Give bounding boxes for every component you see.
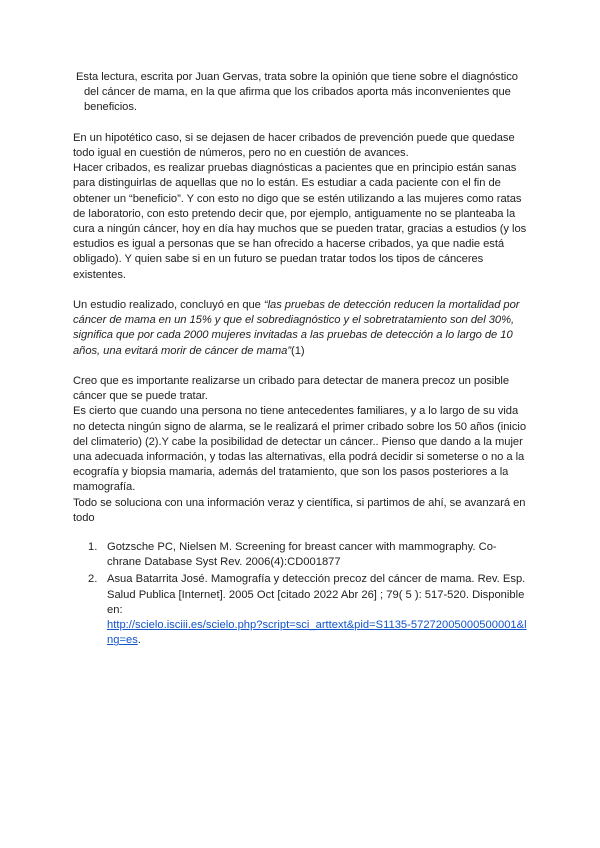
reference-number: 1. [88,541,98,553]
reference-item [88,572,528,648]
paragraph-conclusion: Todo se soluciona con una información veraz y científica, si partimos de ahí, se avanzará en todo [73,496,526,524]
paragraph-spacer [73,116,533,131]
reference-item [88,540,528,570]
paragraph-hypothetical-case: En un hipotético caso, si se dejasen de hacer cribados de prevención puede que quedase todo igual en cuestión de números, pero no en cuestión de avances. [73,131,515,159]
paragraph-opinion: Creo que es importante realizarse un cribado para detectar de manera precoz un posible cáncer que se puede tratar. [73,375,509,403]
paragraph-screening-definition: Hacer cribados, es realizar pruebas diagnósticas a pacientes que en principio están sanas para distinguirlas de aquellas que no lo están. Es estudiar a cada paciente con el fin de obtener un “beneficio”. Y con esto no digo que se estén utilizando a las mujeres como ratas de laboratorio, con esto pretendo decir que, por ejemplo, antiguamente no se planteaba la cura a ningún cáncer, hoy en día hay muchos que se pueden tratar, gracias a estudios (y los estudios es igual a personas que se han ofrecido a hacerse cribados, ya que nadie está obligado). Y quien sabe si en un futuro se puedan tratar todos los tipos de cánceres existentes. [73,162,527,281]
paragraph-spacer [73,359,533,374]
reference-text: Asua Batarrita José. Mamografía y detección precoz del cáncer de mama. Rev. Esp. Salud Publica [Internet]. 2005 Oct [citado 2022 Abr 26] ; 79( 5 ): 517-520. Disponible en: [107,573,526,616]
reference-text: Gotzsche PC, Nielsen M. Screening for breast cancer with mammography. Co-chrane Database Syst Rev. 2006(4):CD001877 [107,541,497,569]
reference-link[interactable]: http://scielo.isciii.es/scielo.php?script=sci_arttext&pid=S1135-57272005000500001&lng=es [107,619,527,647]
intro-paragraph-line-1: Esta lectura, escrita por Juan Gervas, trata sobre la opinión que tiene sobre el diagnóstico [76,71,518,83]
intro-paragraph-line-2: del cáncer de mama, en la que afirma que los cribados aporta más inconvenientes que [84,86,511,99]
references-list [88,540,528,650]
study-quote-text: “las pruebas de detección reducen la mortalidad por cáncer de mama en un 15% y que el sobrediagnóstico y el sobretratamiento son del 30%, significa que por cada 2000 mujeres invitadas a las pruebas de detección a lo largo de 10 años, una evitará morir de cáncer de mama” [73,299,520,357]
paragraph-study-quote [73,298,533,359]
paragraph-first-screening: Es cierto que cuando una persona no tiene antecedentes familiares, y a lo largo de su vida no detecta ningún signo de alarma, se le realizará el primer cribado sobre los 50 años (inicio del climaterio) (2).Y cabe la posibilidad de detectar un cáncer.. Pienso que dando a la mujer una adecuada información, y todas las alternativas, ella podrá decidir si someterse o no a la ecografía y biopsia mamaria, además del tratamiento, que son los pasos posteriores a la mamografía. [73,405,526,494]
reference-link-suffix: . [137,634,141,647]
study-lead-text: Un estudio realizado, concluyó en que [73,299,264,312]
intro-paragraph-line-3: beneficios. [84,101,137,114]
paragraph-spacer [73,283,533,298]
reference-number: 2. [88,573,98,586]
study-citation: (1) [291,344,305,357]
document-body [73,70,533,526]
